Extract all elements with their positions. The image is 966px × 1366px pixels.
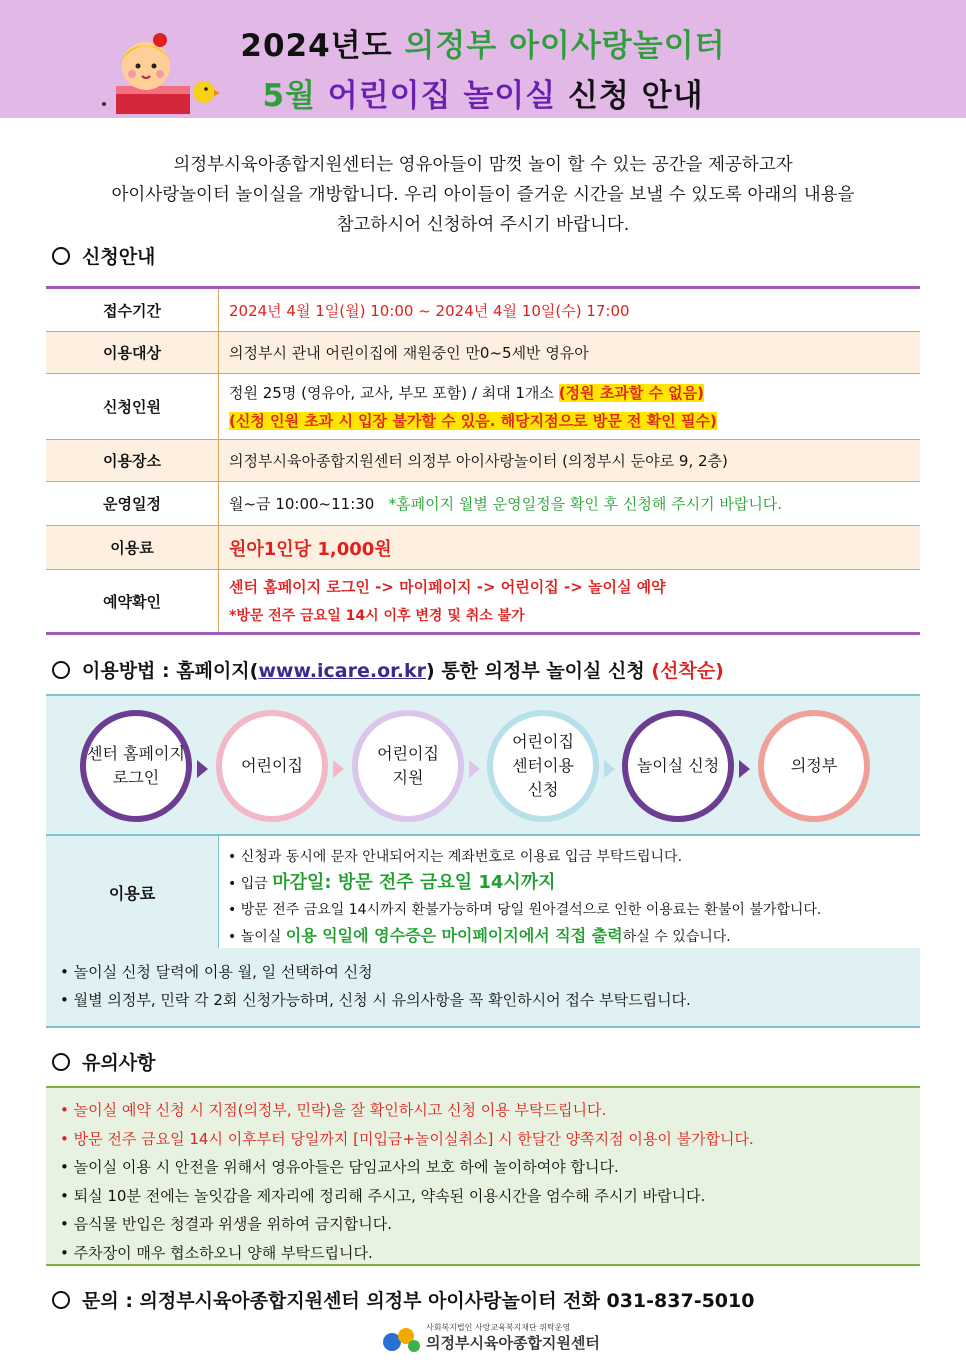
period-value: 2024년 4월 1일(월) 10:00 ~ 2024년 4월 10일(수) 17:00 [229,301,630,320]
table-row [46,570,920,634]
usage-flow [46,694,920,836]
fee-box-body [228,844,821,950]
table-row [46,288,920,332]
footer-operator: 사회복지법인 사랑교육복지재단 위탁운영 [426,1323,571,1332]
arrow-right-icon [469,760,480,778]
fee-label: 이용료 [46,526,219,570]
flow-step-daycare: 어린이집 [216,710,328,822]
schedule-label: 운영일정 [46,482,219,526]
schedule-value: 월~금 10:00~11:30 [229,495,375,513]
table-row [46,332,920,374]
arrow-right-icon [739,760,750,778]
target-value: 의정부시 관내 어린이집에 재원중인 만0~5세반 영유아 [219,332,921,374]
caution-item: • 주차장이 매우 협소하오니 양해 부탁드립니다. [60,1243,373,1262]
apply-notes [46,948,920,1028]
header-banner [0,0,966,118]
arrow-right-icon [333,760,344,778]
section-apply-title: 신청안내 [52,242,155,269]
caution-item: • 놀이실 예약 신청 시 지점(의정부, 민락)을 잘 확인하시고 신청 이용 부탁드립니다. [60,1101,607,1119]
circle-bullet-icon [52,661,70,679]
fee-box [46,834,920,950]
header-title-line1 [0,20,966,65]
first-come-note: (선착순) [651,660,724,682]
circle-bullet-icon [52,247,70,265]
section-caution-title: 유의사항 [52,1048,155,1075]
header-title-playroom: 어린이집 놀이실 [327,78,557,114]
circle-bullet-icon [52,1291,70,1309]
caution-item: • 방문 전주 금요일 14시 이후부터 당일까지 [미입금+놀이실취소] 시 한달간 양쪽지점 이용이 불가합니다. [60,1129,754,1148]
apply-info-table [46,286,920,635]
flow-step-uijeongbu: 의정부 [758,710,870,822]
fee-item: • 방문 전주 금요일 14시까지 환불가능하며 당일 원아결석으로 인한 이용료는 환불이 불가합니다. [228,902,822,918]
note-item: • 놀이실 신청 달력에 이용 월, 일 선택하여 신청 [60,963,373,981]
fee-item: • 입금 마감일: 방문 전주 금요일 14시까지 [228,872,556,893]
note-item: • 월별 의정부, 민락 각 2회 신청가능하며, 신청 시 유의사항을 꼭 확인하시어 접수 부탁드립니다. [60,991,691,1009]
intro-line: 아이사랑놀이터 놀이실을 개방합니다. 우리 아이들이 즐거운 시간을 보낼 수 있도록 아래의 내용을 [111,185,855,205]
place-value: 의정부시육아종합지원센터 의정부 아이사랑놀이터 (의정부시 둔야로 9, 2층) [219,440,921,482]
caution-item: • 놀이실 이용 시 안전을 위해서 영유아들은 담임교사의 보호 하에 놀이하여야 합니다. [60,1158,619,1176]
center-logo [382,1322,602,1360]
fee-item: • 신청과 동시에 문자 안내되어지는 계좌번호로 이용료 입금 부탁드립니다. [228,849,683,865]
footer-center-name: 의정부시육아종합지원센터 [426,1334,600,1352]
flow-step-support: 어린이집 지원 [352,710,464,822]
table-row [46,374,920,440]
fee-item: • 놀이실 이용 익일에 영수증은 마이페이지에서 직접 출력하실 수 있습니다. [228,926,731,945]
place-label: 이용장소 [46,440,219,482]
caution-item: • 음식물 반입은 청결과 위생을 위하여 금지합니다. [60,1215,393,1233]
schedule-note: *홈페이지 월별 운영일정을 확인 후 신청해 주시기 바랍니다. [388,495,783,513]
circle-bullet-icon [52,1053,70,1071]
table-row [46,440,920,482]
target-label: 이용대상 [46,332,219,374]
arrow-right-icon [197,760,208,778]
intro-line: 의정부시육아종합지원센터는 영유아들이 맘껏 놀이 할 수 있는 공간을 제공하고자 [173,155,793,175]
caution-item: • 퇴실 10분 전에는 놀잇감을 제자리에 정리해 주시고, 약속된 이용시간을 엄수해 주시기 바랍니다. [60,1186,706,1205]
header-title-playground: 의정부 아이사랑놀이터 [404,28,726,64]
table-row [46,482,920,526]
period-label: 접수기간 [46,288,219,332]
contact-info: 문의 : 의정부시육아종합지원센터 의정부 아이사랑놀이터 전화 031-837-5010 [52,1286,754,1313]
fee-box-label: 이용료 [46,836,219,948]
arrow-right-icon [604,760,615,778]
people-note-capacity: (정원 초과할 수 없음) [558,383,705,402]
center-logo-icon [382,1322,422,1356]
usage-title: 이용방법 : 홈페이지(www.icare.or.kr) 통한 의정부 놀이실 신청 (선착순) [52,656,724,683]
confirm-steps: 센터 홈페이지 로그인 -> 마이페이지 -> 어린이집 -> 놀이실 예약 [229,577,666,596]
intro-line: 참고하시어 신청하여 주시기 바랍니다. [336,215,630,235]
header-title-line2 [0,70,966,115]
flow-step-login: 센터 홈페이지 로그인 [80,710,192,822]
confirm-note: *방문 전주 금요일 14시 이후 변경 및 취소 불가 [229,607,525,624]
homepage-link[interactable]: www.icare.or.kr [258,660,427,682]
header-month: 5월 [262,78,316,114]
people-note-warning: (신청 인원 초과 시 입장 불가할 수 있음. 해당지점으로 방문 전 확인 필수) [229,411,717,430]
confirm-label: 예약확인 [46,570,219,634]
flow-step-playroom-apply: 놀이실 신청 [622,710,734,822]
table-row [46,526,920,570]
people-label: 신청인원 [46,374,219,440]
fee-value: 원아1인당 1,000원 [229,538,392,560]
people-value: 정원 25명 (영유아, 교사, 부모 포함) / 최대 1개소 [229,383,554,402]
header-title-guide: 신청 안내 [567,78,704,114]
flow-step-center-apply: 어린이집 센터이용 신청 [487,710,599,822]
caution-box [46,1086,920,1266]
header-year: 2024년도 [240,28,393,64]
intro-text [0,150,966,240]
